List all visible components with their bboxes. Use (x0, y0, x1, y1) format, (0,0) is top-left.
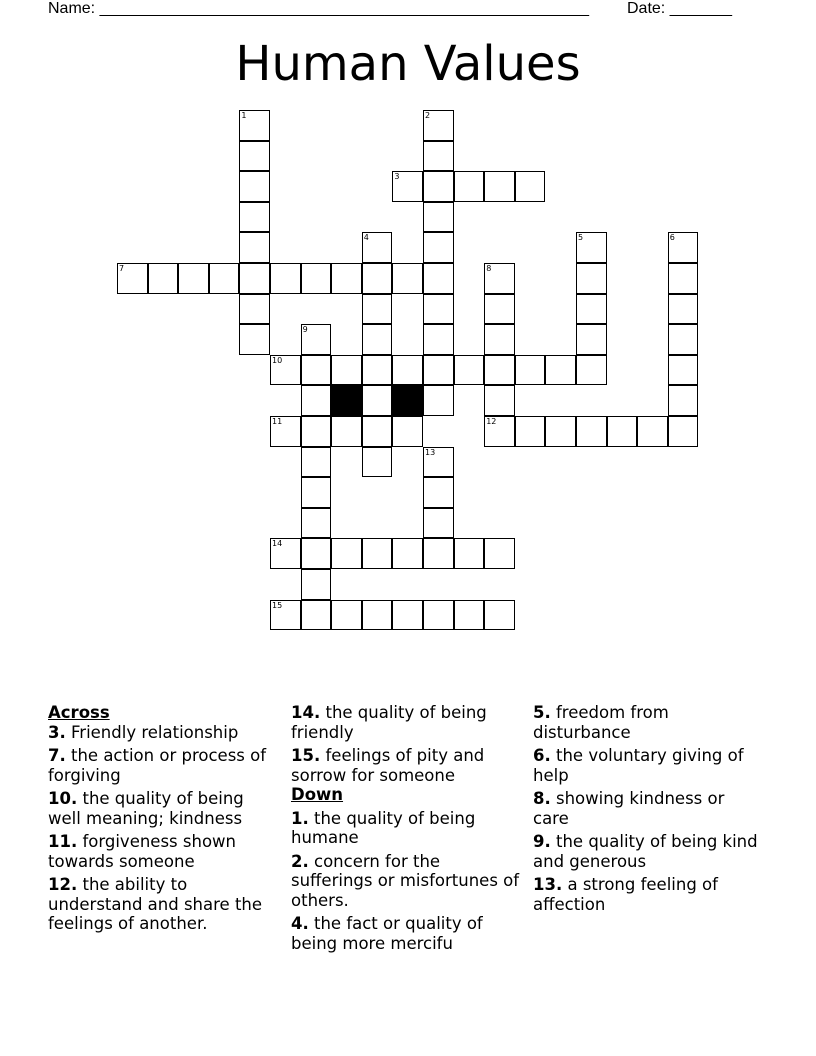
page-title: Human Values (235, 36, 581, 92)
clue-number: 6 (669, 233, 675, 243)
grid-cell[interactable] (362, 263, 393, 294)
clue-number: 4 (363, 233, 369, 243)
grid-cell[interactable] (545, 416, 576, 447)
grid-cell[interactable] (423, 324, 454, 355)
grid-cell[interactable] (423, 110, 454, 141)
grid-cell[interactable] (301, 263, 332, 294)
black-cell (331, 385, 362, 416)
grid-cell[interactable] (301, 355, 332, 386)
grid-cell[interactable] (239, 263, 270, 294)
grid-cell[interactable] (576, 355, 607, 386)
grid-cell[interactable] (362, 385, 393, 416)
clue-number: 11 (272, 417, 283, 426)
grid-cell[interactable] (178, 263, 209, 294)
grid-cell[interactable] (423, 141, 454, 172)
grid-cell[interactable] (239, 110, 270, 141)
grid-cell[interactable] (515, 416, 546, 447)
clue-number: 14 (272, 539, 283, 549)
grid-cell[interactable] (301, 477, 332, 508)
grid-cell[interactable] (668, 294, 699, 325)
grid-cell[interactable] (423, 263, 454, 294)
grid-cell[interactable] (392, 416, 423, 447)
grid-cell[interactable] (454, 538, 485, 569)
grid-cell[interactable] (668, 232, 699, 263)
clue-number: 8 (486, 264, 492, 273)
clue-number: 15 (272, 600, 283, 610)
clue-down-2: 2. concern for the sufferings or misfortunes of others. (291, 851, 520, 910)
grid-cell[interactable] (423, 508, 454, 539)
grid-cell[interactable] (423, 477, 454, 508)
grid-cell[interactable] (301, 538, 332, 569)
grid-cell[interactable] (484, 294, 515, 325)
grid-cell[interactable] (117, 263, 148, 294)
grid-cell[interactable] (239, 202, 270, 233)
grid-cell[interactable] (484, 416, 515, 447)
grid-cell[interactable] (209, 263, 240, 294)
grid-cell[interactable] (301, 600, 332, 631)
grid-cell[interactable] (270, 538, 301, 569)
clue-across-11: 11. forgiveness shown towards someone (48, 832, 236, 871)
across-heading: Across (48, 703, 110, 722)
grid-cell[interactable] (484, 171, 515, 202)
grid-cell[interactable] (270, 355, 301, 386)
grid-cell[interactable] (331, 538, 362, 569)
grid-cell[interactable] (515, 171, 546, 202)
grid-cell[interactable] (239, 324, 270, 355)
clue-number: 10 (272, 355, 283, 365)
grid-cell[interactable] (331, 416, 362, 447)
grid-cell[interactable] (545, 355, 576, 386)
clue-down-4: 4. the fact or quality of being more mercifu (291, 914, 483, 953)
grid-cell[interactable] (270, 600, 301, 631)
grid-cell[interactable] (668, 324, 699, 355)
grid-cell[interactable] (148, 263, 179, 294)
clue-down-8: 8. showing kindness or care (533, 789, 725, 828)
clue-across-3: 3. Friendly relationship (48, 722, 239, 742)
grid-cell[interactable] (301, 569, 332, 600)
grid-cell[interactable] (362, 232, 393, 263)
grid-cell[interactable] (576, 232, 607, 263)
grid-cell[interactable] (607, 416, 638, 447)
grid-cell[interactable] (423, 294, 454, 325)
grid-cell[interactable] (576, 324, 607, 355)
grid-cell[interactable] (270, 263, 301, 294)
grid-cell[interactable] (362, 447, 393, 478)
clue-number: 7 (119, 264, 125, 273)
clue-number: 13 (425, 447, 436, 457)
clue-across-14: 14. the quality of being friendly (291, 703, 487, 742)
down-heading: Down (291, 785, 344, 804)
grid-cell[interactable] (239, 232, 270, 263)
grid-cell[interactable] (331, 600, 362, 631)
grid-cell[interactable] (454, 600, 485, 631)
grid-cell[interactable] (392, 263, 423, 294)
grid-cell[interactable] (576, 263, 607, 294)
grid-cell[interactable] (301, 385, 332, 416)
grid-cell[interactable] (423, 171, 454, 202)
grid-cell[interactable] (423, 600, 454, 631)
clue-down-1: 1. the quality of being humane (291, 808, 476, 847)
clue-number: 3 (394, 172, 400, 182)
grid-cell[interactable] (454, 355, 485, 386)
grid-cell[interactable] (423, 355, 454, 386)
grid-cell[interactable] (484, 355, 515, 386)
grid-cell[interactable] (392, 171, 423, 202)
grid-cell[interactable] (301, 447, 332, 478)
black-cell (392, 385, 423, 416)
grid-cell[interactable] (423, 232, 454, 263)
grid-cell[interactable] (392, 355, 423, 386)
name-field-label: Name: _______________________________________________________ (48, 0, 589, 17)
clue-number: 5 (578, 233, 584, 243)
grid-cell[interactable] (668, 263, 699, 294)
grid-cell[interactable] (362, 538, 393, 569)
clue-number: 9 (302, 325, 308, 335)
clue-across-15: 15. feelings of pity and sorrow for someone (291, 746, 485, 785)
grid-cell[interactable] (239, 294, 270, 325)
clues-column-3 (533, 703, 765, 918)
grid-cell[interactable] (301, 508, 332, 539)
grid-cell[interactable] (301, 416, 332, 447)
grid-cell[interactable] (484, 263, 515, 294)
clue-down-13: 13. a strong feeling of affection (533, 875, 718, 914)
clue-number: 2 (425, 111, 431, 120)
clue-number: 1 (241, 111, 247, 120)
date-field-label: Date: _______ (627, 0, 732, 17)
grid-cell[interactable] (484, 600, 515, 631)
clues-column-2 (291, 703, 523, 957)
grid-cell[interactable] (362, 294, 393, 325)
grid-cell[interactable] (576, 294, 607, 325)
grid-cell[interactable] (423, 447, 454, 478)
clue-across-12: 12. the ability to understand and share the feelings of another. (48, 875, 263, 933)
grid-cell[interactable] (668, 416, 699, 447)
grid-cell[interactable] (576, 416, 607, 447)
grid-cell[interactable] (423, 538, 454, 569)
grid-cell[interactable] (362, 600, 393, 631)
clue-down-5: 5. freedom from disturbance (533, 703, 669, 742)
grid-cell[interactable] (515, 355, 546, 386)
grid-cell[interactable] (362, 324, 393, 355)
grid-cell[interactable] (270, 416, 301, 447)
grid-cell[interactable] (392, 600, 423, 631)
clue-across-10: 10. the quality of being well meaning; kindness (48, 789, 244, 828)
grid-cell[interactable] (362, 416, 393, 447)
grid-cell[interactable] (484, 324, 515, 355)
grid-cell[interactable] (331, 355, 362, 386)
grid-cell[interactable] (423, 385, 454, 416)
grid-cell[interactable] (668, 355, 699, 386)
grid-cell[interactable] (392, 538, 423, 569)
grid-cell[interactable] (423, 202, 454, 233)
clue-down-6: 6. the voluntary giving of help (533, 746, 744, 785)
grid-cell[interactable] (484, 538, 515, 569)
grid-cell[interactable] (301, 324, 332, 355)
grid-cell[interactable] (454, 171, 485, 202)
grid-cell[interactable] (362, 355, 393, 386)
clue-across-7: 7. the action or process of forgiving (48, 746, 267, 785)
grid-cell[interactable] (239, 171, 270, 202)
grid-cell[interactable] (484, 385, 515, 416)
clue-number: 12 (486, 417, 497, 426)
clues-column-1 (48, 703, 280, 938)
grid-cell[interactable] (637, 416, 668, 447)
grid-cell[interactable] (668, 385, 699, 416)
clue-down-9: 9. the quality of being kind and generous (533, 832, 758, 871)
grid-cell[interactable] (239, 141, 270, 172)
grid-cell[interactable] (331, 263, 362, 294)
